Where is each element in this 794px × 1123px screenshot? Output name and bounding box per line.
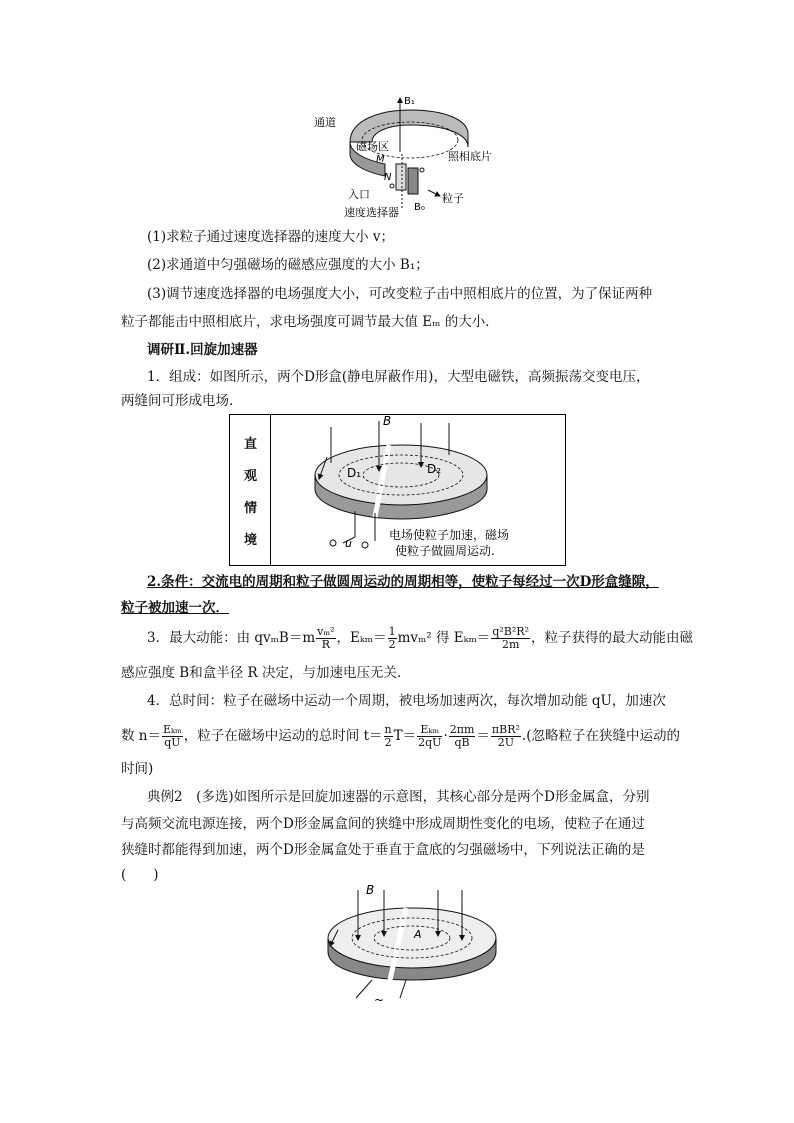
p3-post: ，粒子获得的最大动能由磁 — [531, 630, 693, 646]
fig1-field-region: 磁场区 — [356, 140, 389, 153]
fig2-d2: D₂ — [427, 462, 442, 476]
question-3-line1: (3)调节速度选择器的电场强度大小，可改变粒子击中照相底片的位置，为了保证两种 — [147, 286, 653, 302]
p4-pre: 数 n＝ — [121, 728, 161, 744]
fig1-channel: 通道 — [314, 116, 336, 129]
side-char-2: 观 — [244, 469, 258, 484]
example-2-line3: 狭缝时都能得到加速，两个D形金属盒处于垂直于盒底的匀强磁场中，下列说法正确的是 — [121, 842, 645, 858]
intuitive-scene-box — [229, 414, 566, 566]
mass-spectrometer-figure — [310, 92, 510, 222]
fig3-ac: ~ — [374, 993, 385, 1007]
example-2-line1: 典例2 (多选)如图所示是回旋加速器的示意图，其核心部分是两个D形金属盒，分别 — [147, 789, 650, 805]
example-2-line2: 与高频交流电源连接，两个D形金属盒间的狭缝中形成周期性变化的电场，使粒子在通过 — [121, 816, 645, 832]
frac-vm2-over-r: $\frac{\text{vₘ²}}{R}$ — [317, 625, 335, 651]
side-char-4: 境 — [244, 533, 258, 548]
p4-eq: ＝ — [476, 728, 490, 744]
fig1-particle: 粒子 — [442, 192, 464, 205]
section-title: 调研Ⅱ.回旋加速器 — [147, 342, 258, 358]
frac-n-over-2: $\frac{n}{2}$ — [384, 723, 392, 749]
frac-one-half: $\frac{1}{2}$ — [388, 625, 396, 651]
side-char-1: 直 — [244, 437, 258, 452]
para-2-line1: 2.条件：交流电的周期和粒子做圆周运动的周期相等，使粒子每经过一次D形盒缝隙， — [147, 574, 659, 590]
side-char-3: 情 — [244, 501, 258, 516]
p4-mid: ，粒子在磁场中运动的总时间 t＝ — [183, 728, 383, 744]
example-2-line4: ( ) — [121, 867, 159, 883]
fig2-d1: D₁ — [347, 466, 362, 480]
frac-ekm-2qu: $\frac{\text{Eₖₘ}}{2qU}$ — [418, 723, 442, 749]
p4-dot: · — [443, 728, 448, 744]
fig2-u: u — [345, 537, 352, 550]
p3-mid2: mvₘ² 得 Eₖₘ＝ — [397, 630, 491, 646]
para-3-line1 — [147, 626, 707, 651]
para-4-line2 — [121, 724, 681, 749]
question-2: (2)求通道中匀强磁场的磁感应强度的大小 B₁； — [147, 257, 429, 273]
para-1-line2: 两缝间可形成电场. — [121, 393, 234, 409]
question-3-line2: 粒子都能击中照相底片，求电场强度可调节最大值 Eₘ 的大小． — [121, 314, 499, 330]
question-1: (1)求粒子通过速度选择器的速度大小 v； — [147, 229, 395, 245]
fig2-note-1: 电场使粒子加速，磁场 — [389, 528, 510, 542]
frac-ekm: $\frac{\text{q²B²R²}}{2m}$ — [492, 625, 529, 651]
para-2-line2: 粒子被加速一次． — [121, 600, 229, 616]
para-4-line1: 4．总时间：粒子在磁场中运动一个周期，被电场加速两次，每次增加动能 qU，加速次 — [147, 693, 666, 709]
frac-n: $\frac{\text{Eₖₘ}}{qU}$ — [163, 723, 182, 749]
p4-post: .(忽略粒子在狭缝中运动的 — [521, 728, 680, 744]
fig1-m: M — [376, 154, 385, 165]
fig1-b0: B₀ — [414, 202, 425, 213]
fig2-note-2: 使粒子做圆周运动. — [395, 544, 495, 558]
p3-mid: ，Eₖₘ＝ — [336, 630, 387, 646]
para-1-line1: 1．组成：如图所示，两个D形盒(静电屏蔽作用)，大型电磁铁，高频振荡交变电压， — [147, 369, 650, 385]
fig3-a: A — [414, 928, 422, 941]
p4-t: T＝ — [393, 728, 417, 744]
fig1-b1: B₁ — [404, 96, 415, 107]
cyclotron-diagram — [271, 415, 564, 565]
fig1-n: N — [384, 172, 392, 183]
fig1-entrance: 入口 — [348, 188, 370, 201]
fig2-b: B — [383, 415, 392, 428]
fig1-selector: 速度选择器 — [344, 206, 399, 219]
fig1-film: 照相底片 — [448, 150, 492, 163]
para-4-line3: 时间) — [121, 761, 154, 777]
side-label-column — [230, 415, 271, 565]
fig3-b: B — [366, 883, 375, 897]
p3-pre: 3．最大动能：由 qvₘB＝m — [147, 630, 316, 646]
cyclotron-example-figure — [320, 880, 500, 1008]
para-3-line2: 感应强度 B和盒半径 R 决定，与加速电压无关． — [121, 665, 411, 681]
frac-pibr2-2u: $\frac{\text{πBR²}}{2U}$ — [491, 723, 520, 749]
frac-2pim-qb: $\frac{2\pi m}{qB}$ — [449, 723, 475, 749]
